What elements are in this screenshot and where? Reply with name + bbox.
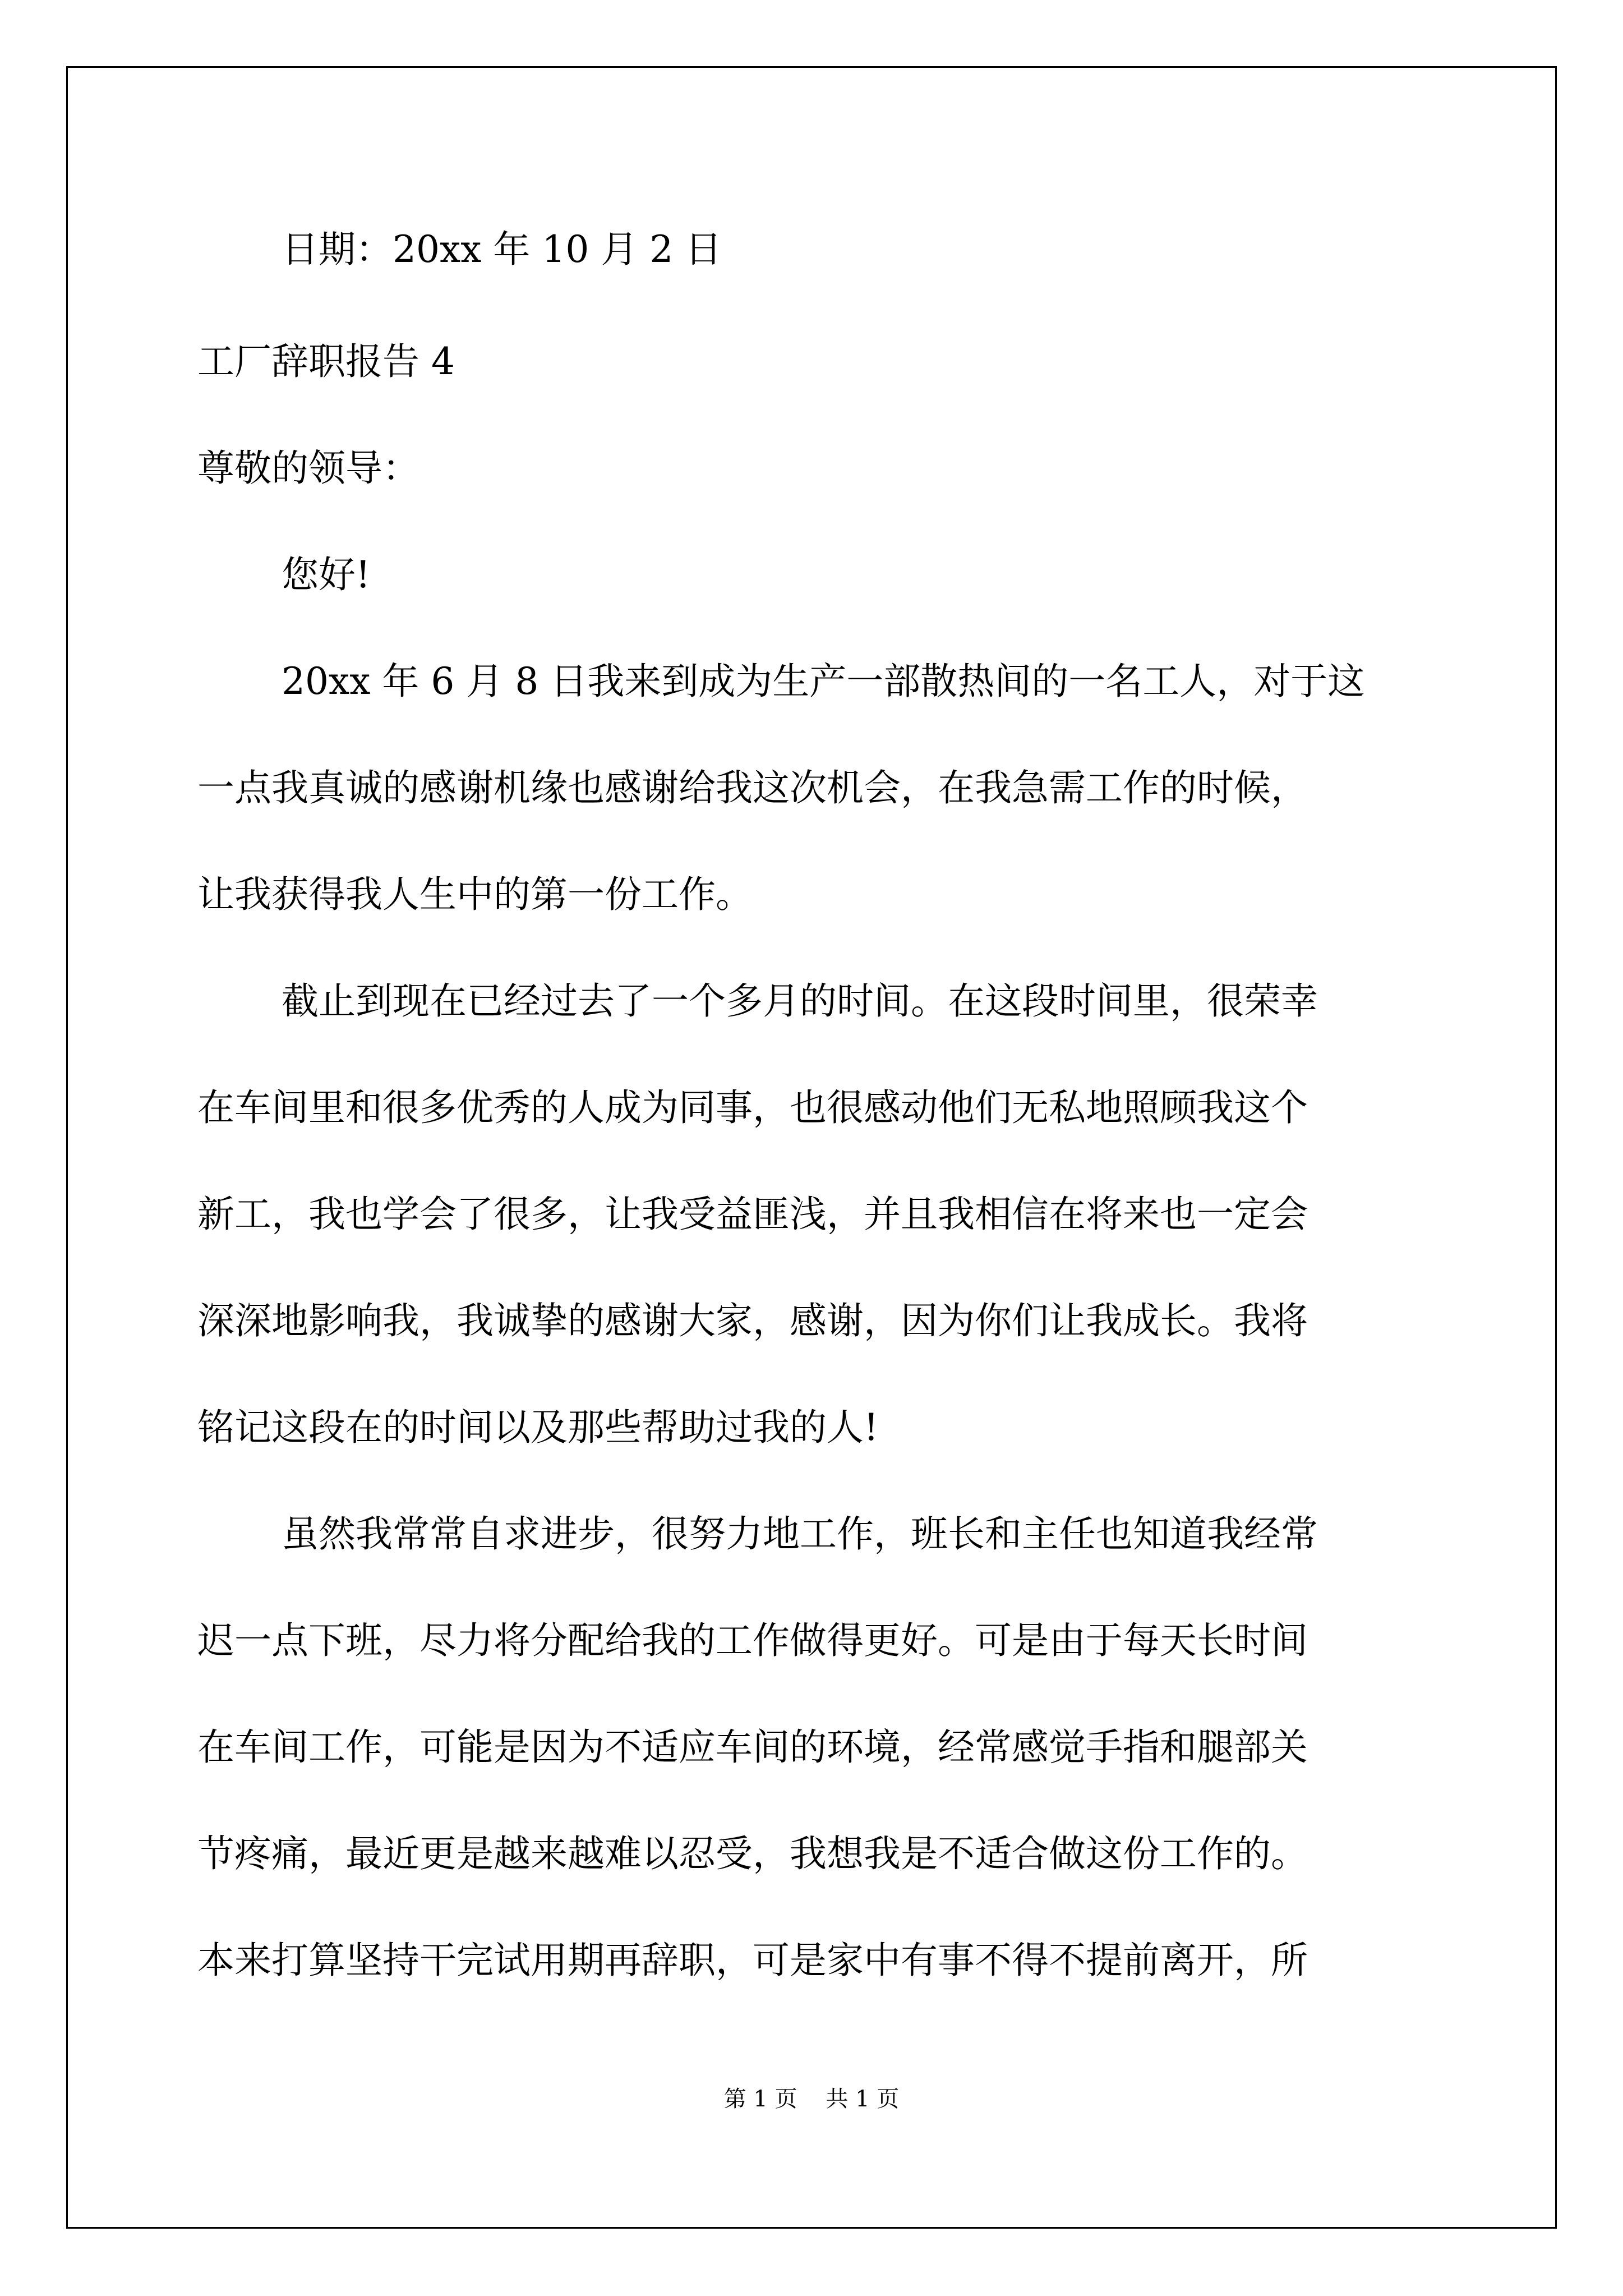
paragraph-line: 让我获得我人生中的第一份工作。 bbox=[197, 873, 753, 916]
page-border bbox=[66, 66, 1557, 2229]
paragraph-line: 截止到现在已经过去了一个多月的时间。在这段时间里，很荣幸 bbox=[282, 979, 1318, 1023]
paragraph-line: 节疼痛，最近更是越来越难以忍受，我想我是不适合做这份工作的。 bbox=[197, 1832, 1308, 1875]
paragraph-line: 本来打算坚持干完试用期再辞职，可是家中有事不得不提前离开，所 bbox=[197, 1939, 1308, 1982]
paragraph-line: 20xx 年 6 月 8 日我来到成为生产一部散热间的一名工人，对于这 bbox=[282, 660, 1365, 703]
paragraph-line: 铭记这段在的时间以及那些帮助过我的人! bbox=[197, 1406, 879, 1449]
paragraph-line: 深深地影响我，我诚挚的感谢大家，感谢，因为你们让我成长。我将 bbox=[197, 1299, 1308, 1342]
paragraph-line: 虽然我常常自求进步，很努力地工作，班长和主任也知道我经常 bbox=[282, 1512, 1318, 1556]
paragraph-line: 在车间里和很多优秀的人成为同事，也很感动他们无私地照顾我这个 bbox=[197, 1086, 1308, 1129]
paragraph-line: 新工，我也学会了很多，让我受益匪浅，并且我相信在将来也一定会 bbox=[197, 1193, 1308, 1236]
paragraph-line: 一点我真诚的感谢机缘也感谢给我这次机会，在我急需工作的时候， bbox=[197, 766, 1308, 809]
page-footer: 第 1 页 共 1 页 bbox=[723, 2086, 900, 2112]
salutation: 尊敬的领导： bbox=[197, 447, 419, 490]
greeting: 您好! bbox=[282, 553, 371, 596]
date-line: 日期：20xx 年 10 月 2 日 bbox=[282, 228, 722, 271]
paragraph-line: 迟一点下班，尽力将分配给我的工作做得更好。可是由于每天长时间 bbox=[197, 1619, 1308, 1662]
document-title: 工厂辞职报告 4 bbox=[197, 340, 455, 383]
paragraph-line: 在车间工作，可能是因为不适应车间的环境，经常感觉手指和腿部关 bbox=[197, 1726, 1308, 1769]
